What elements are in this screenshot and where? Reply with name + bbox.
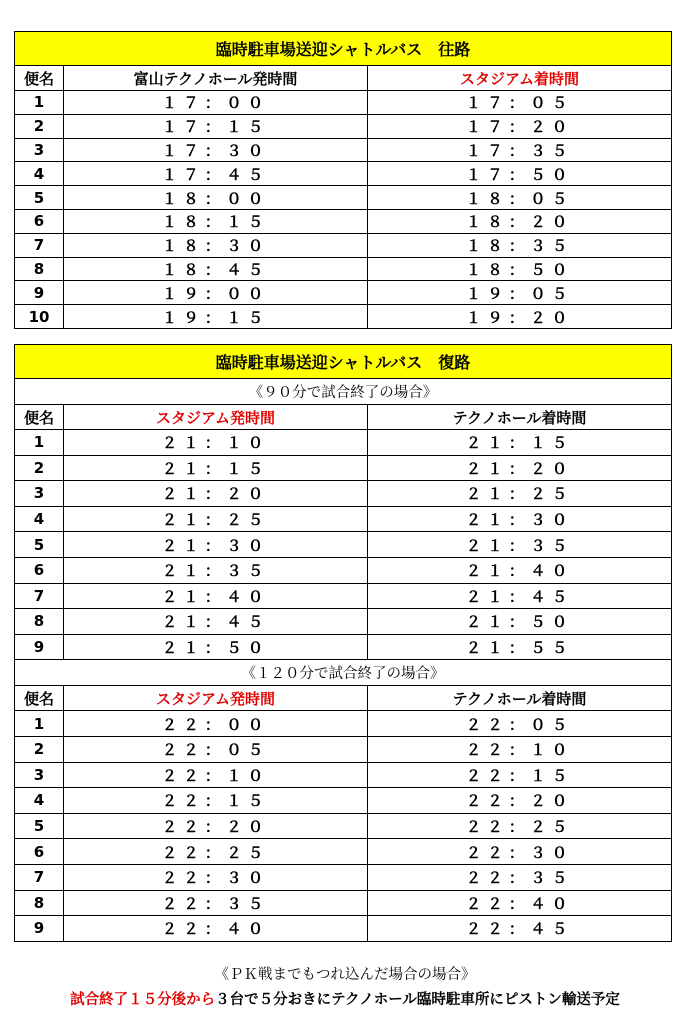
case-120-label: 《１２０分で試合終了の場合》 [15,660,672,686]
col-stadium-arrival: スタジアム着時間 [368,66,672,91]
flight-number: 9 [15,634,64,660]
flight-number: 7 [15,583,64,609]
departure-time: ２１：４５ [64,609,368,635]
flight-number: 8 [15,609,64,635]
table-row [15,711,672,737]
table-row [15,257,672,281]
flight-number: 4 [15,506,64,532]
case-90-label: 《９０分で試合終了の場合》 [15,379,672,405]
flight-number: 6 [15,839,64,865]
departure-time: １７：３０ [64,138,368,162]
table-row [15,762,672,788]
departure-time: ２２：０５ [64,736,368,762]
flight-number: 9 [15,916,64,942]
arrival-time: ２２：２５ [368,813,672,839]
flight-number: 8 [15,890,64,916]
table-row [15,736,672,762]
flight-number: 6 [15,557,64,583]
outbound-timetable [14,31,672,329]
arrival-time: ２２：１０ [368,736,672,762]
departure-time: １８：１５ [64,209,368,233]
departure-time: １８：３０ [64,233,368,257]
pk-note [0,988,690,1009]
arrival-time: ２１：４５ [368,583,672,609]
flight-number: 5 [15,186,64,210]
arrival-time: １７：０５ [368,91,672,115]
table-row [15,609,672,635]
table-row [15,305,672,329]
arrival-time: ２１：５０ [368,609,672,635]
departure-time: ２１：５０ [64,634,368,660]
departure-time: ２１：２５ [64,506,368,532]
col-stadium-departure: スタジアム発時間 [64,686,368,711]
departure-time: ２２：４０ [64,916,368,942]
table-row [15,186,672,210]
arrival-time: １７：５０ [368,162,672,186]
arrival-time: ２２：３５ [368,864,672,890]
flight-number: 2 [15,455,64,481]
table-row [15,162,672,186]
return-timetable [14,344,672,942]
arrival-time: ２１：２０ [368,455,672,481]
departure-time: ２１：１０ [64,430,368,456]
table-row [15,233,672,257]
col-stadium-departure: スタジアム発時間 [64,405,368,430]
departure-time: １７：１５ [64,114,368,138]
departure-time: ２２：３０ [64,864,368,890]
flight-number: 5 [15,532,64,558]
flight-number: 8 [15,257,64,281]
table-row [15,91,672,115]
arrival-time: ２１：１５ [368,430,672,456]
flight-number: 3 [15,481,64,507]
departure-time: ２１：３５ [64,557,368,583]
col-techno-hall-arrival: テクノホール着時間 [368,686,672,711]
table-row [15,481,672,507]
table-row [15,281,672,305]
table-row [15,455,672,481]
flight-number: 2 [15,114,64,138]
flight-number: 6 [15,209,64,233]
table-row [15,430,672,456]
arrival-time: ２２：１５ [368,762,672,788]
col-flight-number: 便名 [15,66,64,91]
flight-number: 10 [15,305,64,329]
table-row [15,916,672,942]
departure-time: ２２：３５ [64,890,368,916]
pk-note-label: 《ＰＫ戦までもつれ込んだ場合の場合》 [214,967,476,983]
pk-note-start: 試合終了１５分後から [70,992,216,1008]
arrival-time: ２２：３０ [368,839,672,865]
col-techno-hall-departure: 富山テクノホール発時間 [64,66,368,91]
flight-number: 1 [15,711,64,737]
table-row [15,506,672,532]
col-flight-number: 便名 [15,686,64,711]
arrival-time: ２２：０５ [368,711,672,737]
departure-time: ２１：４０ [64,583,368,609]
arrival-time: １８：５０ [368,257,672,281]
departure-time: １９：００ [64,281,368,305]
arrival-time: ２２：４５ [368,916,672,942]
departure-time: ２１：３０ [64,532,368,558]
flight-number: 3 [15,138,64,162]
arrival-time: １９：２０ [368,305,672,329]
departure-time: １７：００ [64,91,368,115]
flight-number: 7 [15,233,64,257]
departure-time: １９：１５ [64,305,368,329]
pk-note-detail: ３台で５分おきにテクノホール臨時駐車所にピストン輸送予定 [215,992,620,1008]
table-row [15,813,672,839]
departure-time: ２２：１０ [64,762,368,788]
col-techno-hall-arrival: テクノホール着時間 [368,405,672,430]
table-row [15,890,672,916]
arrival-time: １７：３５ [368,138,672,162]
table-row [15,839,672,865]
table-row [15,209,672,233]
arrival-time: １８：２０ [368,209,672,233]
departure-time: ２２：００ [64,711,368,737]
arrival-time: ２１：５５ [368,634,672,660]
flight-number: 9 [15,281,64,305]
outbound-title: 臨時駐車場送迎シャトルバス 往路 [15,32,672,66]
departure-time: ２１：１５ [64,455,368,481]
table-row [15,557,672,583]
arrival-time: ２１：３５ [368,532,672,558]
departure-time: １８：４５ [64,257,368,281]
flight-number: 4 [15,162,64,186]
table-row [15,114,672,138]
departure-time: １７：４５ [64,162,368,186]
departure-time: ２１：２０ [64,481,368,507]
table-row [15,634,672,660]
flight-number: 1 [15,430,64,456]
arrival-time: １８：３５ [368,233,672,257]
arrival-time: ２１：４０ [368,557,672,583]
table-row [15,864,672,890]
table-row [15,583,672,609]
flight-number: 4 [15,788,64,814]
arrival-time: １７：２０ [368,114,672,138]
arrival-time: １８：０５ [368,186,672,210]
departure-time: ２２：１５ [64,788,368,814]
flight-number: 2 [15,736,64,762]
arrival-time: １９：０５ [368,281,672,305]
arrival-time: ２１：３０ [368,506,672,532]
flight-number: 7 [15,864,64,890]
departure-time: １８：００ [64,186,368,210]
return-title: 臨時駐車場送迎シャトルバス 復路 [15,345,672,379]
arrival-time: ２２：４０ [368,890,672,916]
arrival-time: ２２：２０ [368,788,672,814]
col-flight-number: 便名 [15,405,64,430]
table-row [15,138,672,162]
flight-number: 1 [15,91,64,115]
arrival-time: ２１：２５ [368,481,672,507]
flight-number: 3 [15,762,64,788]
table-row [15,532,672,558]
flight-number: 5 [15,813,64,839]
departure-time: ２２：２０ [64,813,368,839]
departure-time: ２２：２５ [64,839,368,865]
table-row [15,788,672,814]
